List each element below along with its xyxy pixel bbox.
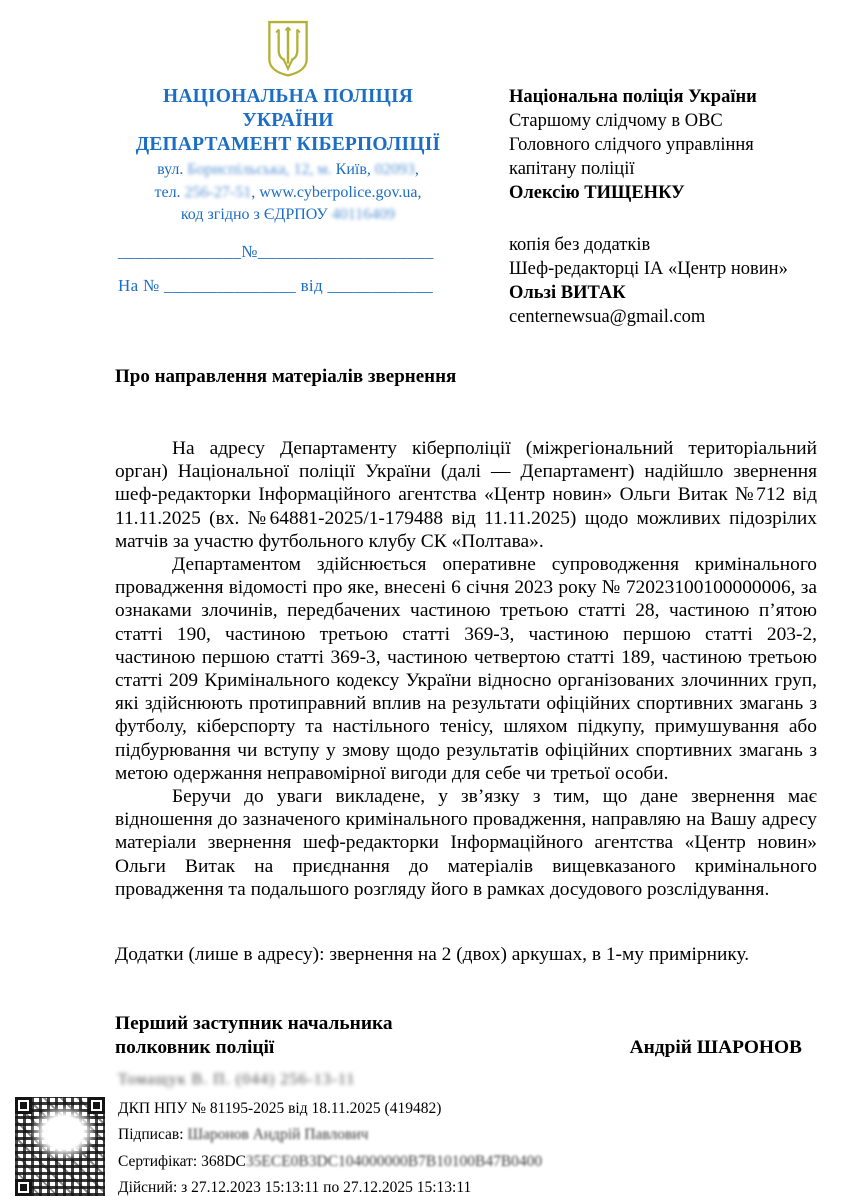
recipient-org: Національна поліція України — [509, 87, 757, 107]
letter-body — [115, 437, 817, 901]
signer-title — [115, 1012, 393, 1060]
stamp-cert-redacted: 35ECE0B3DC104000000B7 — [245, 1152, 426, 1170]
edrpou-redacted: 40116409 — [331, 206, 396, 223]
org-phone-line — [118, 182, 458, 205]
stamp-cert-tail: B10100B47B0400 — [425, 1152, 543, 1170]
phone-label: тел. — [154, 183, 185, 201]
org-name-line1: НАЦІОНАЛЬНА ПОЛІЦІЯ — [162, 86, 414, 107]
recipient-role-line2: Головного слідчого управління — [509, 135, 754, 155]
signer-name: Андрій ШАРОНОВ — [629, 1037, 802, 1058]
copy-recipient-role: Шеф-редакторці ІА «Центр новин» — [509, 259, 788, 279]
qr-finder-top-right — [88, 1097, 105, 1114]
copy-recipient-email: centernewsua@gmail.com — [509, 307, 706, 327]
edrpou-label: код згідно з ЄДРПОУ — [180, 206, 332, 223]
addr-street-label: вул. — [157, 161, 188, 178]
spacer — [509, 205, 819, 233]
copy-recipient-name: Ользі ВИТАК — [509, 283, 626, 303]
stamp-signed-label: Підписав: — [118, 1126, 188, 1144]
recipient-rank: капітану поліції — [509, 159, 635, 179]
ukraine-trident-emblem-icon — [118, 20, 458, 82]
copy-note: копія без додатків — [509, 235, 651, 255]
attachments-line: Додатки (лише в адресу): звернення на 2 (двох) аркушах, в 1-му примірнику. — [115, 944, 750, 965]
stamp-signed-name-redacted: Шаронов Андрій Павлович — [187, 1126, 369, 1144]
stamp-signed-line — [118, 1122, 768, 1148]
website-text: , www.cyberpolice.gov.ua, — [251, 183, 422, 201]
recipient-block — [509, 85, 819, 329]
addr-zip-redacted: 02093 — [374, 161, 415, 178]
recipient-name: Олексію ТИЩЕНКУ — [509, 183, 685, 203]
addr-city: Київ, — [331, 161, 375, 178]
stamp-doc-ref: ДКП НПУ № 81195-2025 від 18.11.2025 (419482) — [118, 1100, 442, 1117]
org-edrpou-line — [118, 204, 458, 227]
doc-ref-blank-line: На № _______________ від ____________ — [118, 275, 434, 295]
addr-comma: , — [414, 161, 419, 178]
executor-contact-redacted: Томащук В. П. (044) 256-13-11 — [118, 1071, 356, 1088]
stamp-cert-label: Сертифікат: — [118, 1152, 202, 1170]
phone-redacted: 256-27-51 — [184, 183, 252, 201]
letterhead-left — [118, 20, 458, 297]
body-paragraph-2: Департаментом здійснюється оперативне супроводження кримінального провадження відомості про яке, внесені 6 січня 2023 року № 72023100100000006, за ознаками злочинів, передбачених частиною третьою статті 28, частиною п’ятою статті 190, частиною третьою статті 369-3, частиною першою статті 203-2, частиною першою статті 369-3, частиною четвертою статті 189, частиною третьою статті 209 Кримінального кодексу України відносно організованих злочинних груп, які здійснюють протиправний вплив на результати офіційних спортивних змагань з футболу, кіберспорту та настільного тенісу, шляхом підкупу, примушування або підбурювання чи вступу у змову щодо результатів офіційних спортивних змагань з метою одержання неправомірної вигоди для себе чи третьої особи. — [115, 554, 817, 784]
digital-signature-stamp — [15, 1094, 775, 1198]
stamp-cert-prefix: 368DC — [201, 1152, 246, 1170]
body-paragraph-1: На адресу Департаменту кіберполіції (міжрегіональний територіальний орган) Національної поліції України (далі — Департамент) надійшло звернення шеф-редакторки Інформаційного агентства «Центр новин» Ольги Витак №712 від 11.11.2025 (вх. №64881-2025/1-179488 від 11.11.2025) щодо можливих підозрілих матчів за участю футбольного клубу СК «Полтава». — [115, 438, 817, 552]
addr-street-redacted: Бориспільська, 12, м. — [187, 161, 332, 178]
qr-code-icon — [15, 1097, 105, 1196]
recipient-role-line1: Старшому слідчому в ОВС — [509, 111, 723, 131]
doc-number-blank-line: ______________№____________________ — [118, 241, 434, 261]
org-name-line3: ДЕПАРТАМЕНТ КІБЕРПОЛІЦІЇ — [135, 134, 441, 155]
org-name-line2: УКРАЇНИ — [242, 110, 334, 131]
subject-line: Про направлення матеріалів звернення — [115, 366, 457, 387]
signer-title-line1: Перший заступник начальника — [115, 1013, 393, 1034]
stamp-validity: Дійсний: з 27.12.2023 15:13:11 по 27.12.2025 15:13:11 — [118, 1179, 472, 1197]
qr-finder-top-left — [15, 1097, 32, 1114]
stamp-text — [118, 1096, 768, 1200]
qr-finder-bottom-left — [15, 1179, 32, 1196]
org-address-line — [118, 159, 458, 182]
signer-title-line2: полковник поліції — [115, 1037, 275, 1058]
body-paragraph-3: Беручи до уваги викладене, у зв’язку з тим, що дане звернення має відношення до зазначеного кримінального провадження, направляю на Вашу адресу матеріали звернення шеф-редакторки Інформаційного агентства «Центр новин» Ольги Витак на приєднання до матеріалів вищевказаного кримінального провадження та подальшого розгляду його в рамках досудового розслідування. — [115, 786, 817, 900]
stamp-cert-line — [118, 1149, 768, 1175]
signature-block — [115, 1012, 802, 1060]
